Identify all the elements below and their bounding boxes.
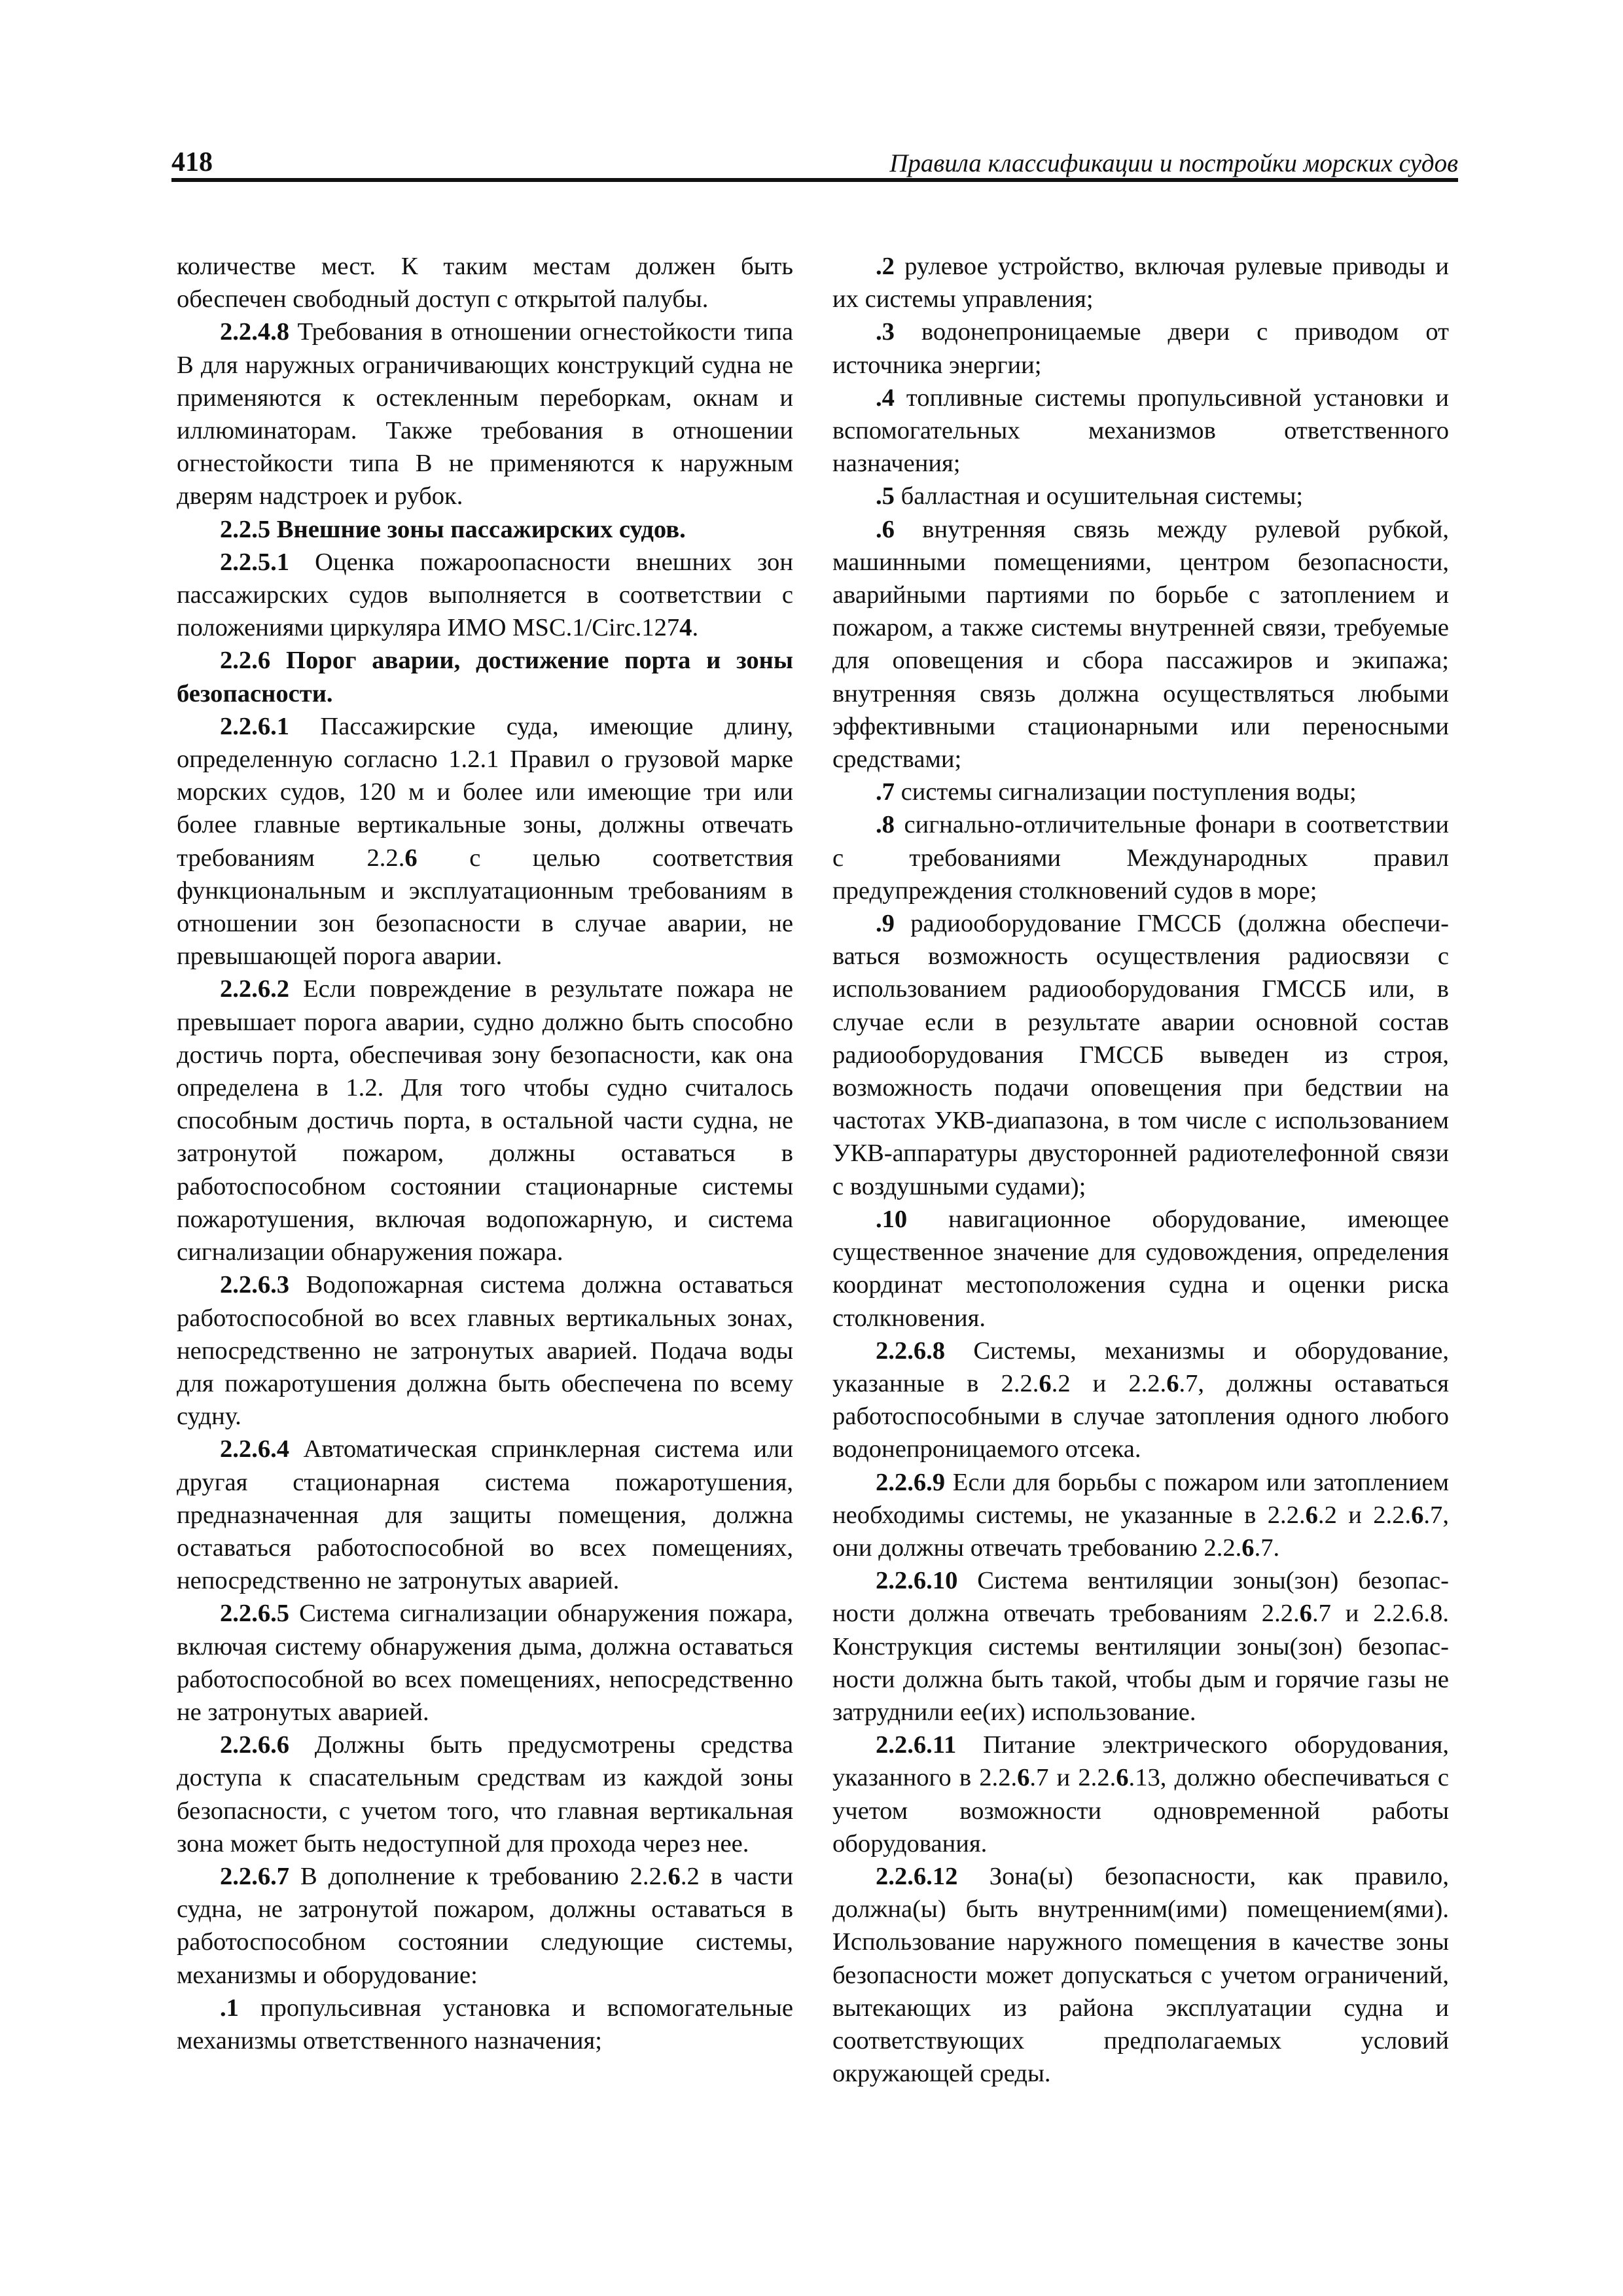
list-item-number: .8 [876, 811, 895, 839]
clause-bold-fragment: 6 [1241, 1534, 1255, 1562]
list-item-text: топливные системы пропульсивной установки и вспомогательных механизмов ответственного назначения; [832, 384, 1449, 478]
clause-number: 2.2.6.7 [220, 1862, 290, 1890]
clause-text: Водопожарная система должна оставаться работоспособной во всех главных вертикальных зонах, непосредственно не затронутых аварией. Подача воды для пожаротушения должна быть обеспечена по всему судну. [177, 1271, 793, 1431]
clause-text: .7 и 2.2. [1029, 1764, 1116, 1792]
clause-text: Системы, механизмы и оборудование, указанные в 2.2. [832, 1336, 1449, 1397]
list-item-number: .2 [876, 253, 895, 280]
clause-text: Автоматическая спринклерная система или другая стационарная система пожаротушения, предназначенная для защиты помещения, должна оставаться работоспособной во всех помещениях, непосредственно не затронутых аварией. [177, 1435, 793, 1595]
running-title: Правила классификации и постройки морских судов [889, 149, 1458, 177]
clause-text: .7, они должны отвечать требованию 2.2. [832, 1501, 1449, 1562]
list-item-text: пропульсивная установка и вспомогательные механизмы ответственного назначения; [177, 1994, 793, 2054]
clause-bold-fragment: 6 [404, 844, 418, 872]
list-item-number: .5 [876, 482, 895, 511]
list-item-10 [832, 1203, 1449, 1335]
clause-text: с целью соответствия функциональным и эксплуатационным требованиям в отношении зон безопасности в случае аварии, не превышающей порога аварии. [177, 844, 793, 971]
clause-text: .2 и 2.2. [1317, 1501, 1412, 1529]
list-item-number: .9 [876, 910, 895, 938]
section-heading-2-2-6 [177, 644, 793, 709]
clause-bold-fragment: 6 [1411, 1501, 1424, 1529]
clause-number: 2.2.6.9 [876, 1468, 946, 1496]
list-item-1 [177, 1992, 793, 2057]
paragraph-2-2-6-6 [177, 1729, 793, 1860]
list-item-number: .7 [876, 778, 895, 806]
paragraph-2-2-6-11 [832, 1729, 1449, 1860]
list-item-number: .4 [876, 384, 895, 412]
clause-bold-fragment: 6 [1116, 1764, 1129, 1792]
paragraph-2-2-6-12 [832, 1860, 1449, 2090]
list-item-text: рулевое устройство, включая рулевые приводы и их системы управления; [832, 253, 1449, 314]
clause-number: 2.2.6.12 [876, 1862, 958, 1890]
clause-text: Система сигнализации обнаружения пожара, включая систему обнаружения дыма, должна оставаться работоспособной во всех помещениях, непосредственно не затронутых аварией. [177, 1600, 793, 1726]
clause-number: 2.2.6.3 [220, 1271, 290, 1299]
clause-bold-fragment: 6 [1299, 1600, 1312, 1628]
clause-number: 2.2.6.8 [876, 1336, 946, 1365]
page-number [171, 149, 213, 176]
header-rule [171, 178, 1458, 182]
list-item-number: .10 [876, 1205, 908, 1233]
clause-number: 2.2.5.1 [220, 548, 290, 576]
left-column [177, 250, 793, 2057]
clause-text: Оценка пожароопасности внешних зон пассажирских судов выполняется в соответствии с положениями циркуляра ИМО MSC.1/Circ.127 [177, 548, 793, 642]
paragraph-2-2-6-5 [177, 1597, 793, 1729]
list-item-text: балластная и осушительная системы; [894, 482, 1304, 511]
list-item-2 [832, 250, 1449, 315]
heading-text: 2.2.5 Внешние зоны пассажирских судов. [220, 515, 686, 543]
page-number-text: 418 [171, 147, 213, 177]
paragraph-2-2-6-7 [177, 1860, 793, 1992]
paragraph-2-2-6-1 [177, 710, 793, 973]
clause-bold-fragment: 6 [668, 1862, 681, 1890]
clause-text: Должны быть предусмотрены средства доступа к спасательным средствам из каждой зоны безопасности, с учетом того, что главная вертикальная зона может быть недоступной для прохода через нее. [177, 1731, 793, 1857]
clause-number: 2.2.6.11 [876, 1731, 957, 1759]
list-item-text: внутренняя связь между рулевой рубкой, машинными помещениями, центром безопасности, аварийными партиями по борьбе с затоплением и пожаром, а также системы внутренней связи, требуемые для оповещения и сбора пассажиров и экипажа; внутренняя связь должна осуществляться любыми эффективными стационарными или переносными средствами; [832, 515, 1449, 774]
list-item-number: .1 [220, 1994, 239, 2022]
clause-text: В дополнение к требованию 2.2. [289, 1862, 668, 1890]
clause-bold-fragment: 6 [1039, 1369, 1052, 1397]
section-heading-2-2-5 [177, 513, 793, 546]
heading-text: 2.2.6 Порог аварии, достижение порта и зоны безопасности. [177, 647, 793, 708]
clause-text: Если повреждение в результате пожара не превышает порога аварии, судно должно быть способно достичь порта, обеспечивая зону безопасности, как она определена в 1.2. Для того чтобы судно считалось способным достичь порта, в остальной части судна, не затронутой пожаром, должны оставаться в работоспособном состоянии стационарные системы пожаротушения, включая водопожарную, и система сигнализации обнаружения пожара. [177, 975, 793, 1266]
clause-number: 2.2.6.2 [220, 975, 290, 1003]
list-item-7 [832, 776, 1449, 808]
right-column [832, 250, 1449, 2090]
paragraph-2-2-6-9 [832, 1466, 1449, 1565]
clause-bold-fragment: 6 [1305, 1501, 1318, 1529]
paragraph-2-2-6-3 [177, 1268, 793, 1433]
list-item-5 [832, 480, 1449, 512]
clause-text-end: . [692, 614, 699, 642]
clause-text: Если для борьбы с пожаром или затоплением необходимы системы, не указанные в 2.2. [832, 1468, 1449, 1529]
clause-text: Пассажирские суда, имеющие длину, определенную согласно 1.2.1 Правил о грузовой марке морских судов, 120 м и более или имеющие три или более главные вертикальные зоны, должны отвечать требованиям 2.2. [177, 712, 793, 872]
list-item-text: водонепроницаемые двери с приводом от источника энергии; [832, 318, 1449, 379]
paragraph-2-2-6-8 [832, 1335, 1449, 1466]
list-item-text: навигационное оборудование, имеющее существенное значение для судовождения, определения координат местоположения судна и оценки риска столкновения. [832, 1205, 1449, 1332]
list-item-text: радиооборудование ГМССБ (должна обеспечиваться возможность осуществления радиосвязи с использованием радиооборудования ГМССБ или, в случае если в результате аварии основной состав радиооборудования ГМССБ выведен из строя, возможность подачи оповещения при бедствии на частотах УКВ-диапазона, в том числе с использованием УКВ-аппаратуры двусторонней радиотелефонной связи с воздушными судами); [832, 910, 1449, 1200]
clause-bold-fragment: 6 [1017, 1764, 1030, 1792]
clause-number: 2.2.4.8 [220, 318, 290, 346]
clause-text: Система вентиляции зоны(зон) безопасности должна отвечать требованиям 2.2. [832, 1567, 1449, 1628]
list-item-9 [832, 907, 1449, 1203]
clause-text: .13, должно обеспечиваться с учетом возможности одновременной работы оборудования. [832, 1764, 1449, 1857]
clause-text: .2 и 2.2. [1051, 1369, 1167, 1397]
clause-text: Требования в отношении огнестойкости типа В для наружных ограничивающих конструкций судна не применяются к остекленным переборкам, окнам и иллюминаторам. Также требования в отношении огнестойкости типа В не применяются к наружным дверям надстроек и рубок. [177, 318, 793, 511]
list-item-8 [832, 808, 1449, 907]
clause-number: 2.2.6.1 [220, 712, 290, 740]
clause-text: .7. [1254, 1534, 1280, 1562]
paragraph-2-2-4-8 [177, 315, 793, 512]
list-item-number: .3 [876, 318, 895, 346]
clause-text: .2 в части судна, не затронутой пожаром, должны оставаться в работоспособном состоянии следующие системы, механизмы и оборудование: [177, 1862, 793, 1989]
paragraph-2-2-6-4 [177, 1433, 793, 1597]
clause-number: 2.2.6.4 [220, 1435, 290, 1463]
list-item-6 [832, 513, 1449, 776]
list-item-3 [832, 315, 1449, 381]
clause-text: .7 и 2.2.6.8. Конструкция системы вентиляции зоны(зон) безопасности должна быть такой, чтобы дым и горячие газы не затруднили ее(их) использование. [832, 1600, 1449, 1726]
clause-text: Питание электрического оборудования, указанного в 2.2. [832, 1731, 1449, 1792]
paragraph-2-2-5-1 [177, 546, 793, 645]
list-item-4 [832, 382, 1449, 480]
page-header [171, 141, 1458, 180]
list-item-text: системы сигнализации поступления воды; [894, 778, 1357, 806]
paragraph-2-2-6-10 [832, 1564, 1449, 1729]
list-item-number: .6 [876, 515, 895, 543]
clause-bold-fragment: 6 [1166, 1369, 1179, 1397]
clause-text: Зона(ы) безопасности, как правило, должна(ы) быть внутренним(ими) помещением(ями). Использование наружного помещения в качестве зоны безопасности может допускаться с учетом ограничений, вытекающих из района эксплуатации судна и соответствующих предполагаемых условий окружающей среды. [832, 1862, 1449, 2088]
clause-text: .7, должны оставаться работоспособными в случае затопления одного любого водонепроницаемого отсека. [832, 1369, 1449, 1463]
clause-bold-fragment: 4 [679, 614, 692, 642]
paragraph: количестве мест. К таким местам должен быть обеспечен свободный доступ с открытой палубы. [177, 253, 793, 314]
list-item-text: сигнально-отличительные фонари в соответствии с требованиями Международных правил предупреждения столкновений судов в море; [832, 811, 1449, 905]
clause-number: 2.2.6.5 [220, 1600, 290, 1628]
clause-number: 2.2.6.6 [220, 1731, 290, 1759]
paragraph-2-2-6-2 [177, 973, 793, 1268]
clause-number: 2.2.6.10 [876, 1567, 958, 1595]
